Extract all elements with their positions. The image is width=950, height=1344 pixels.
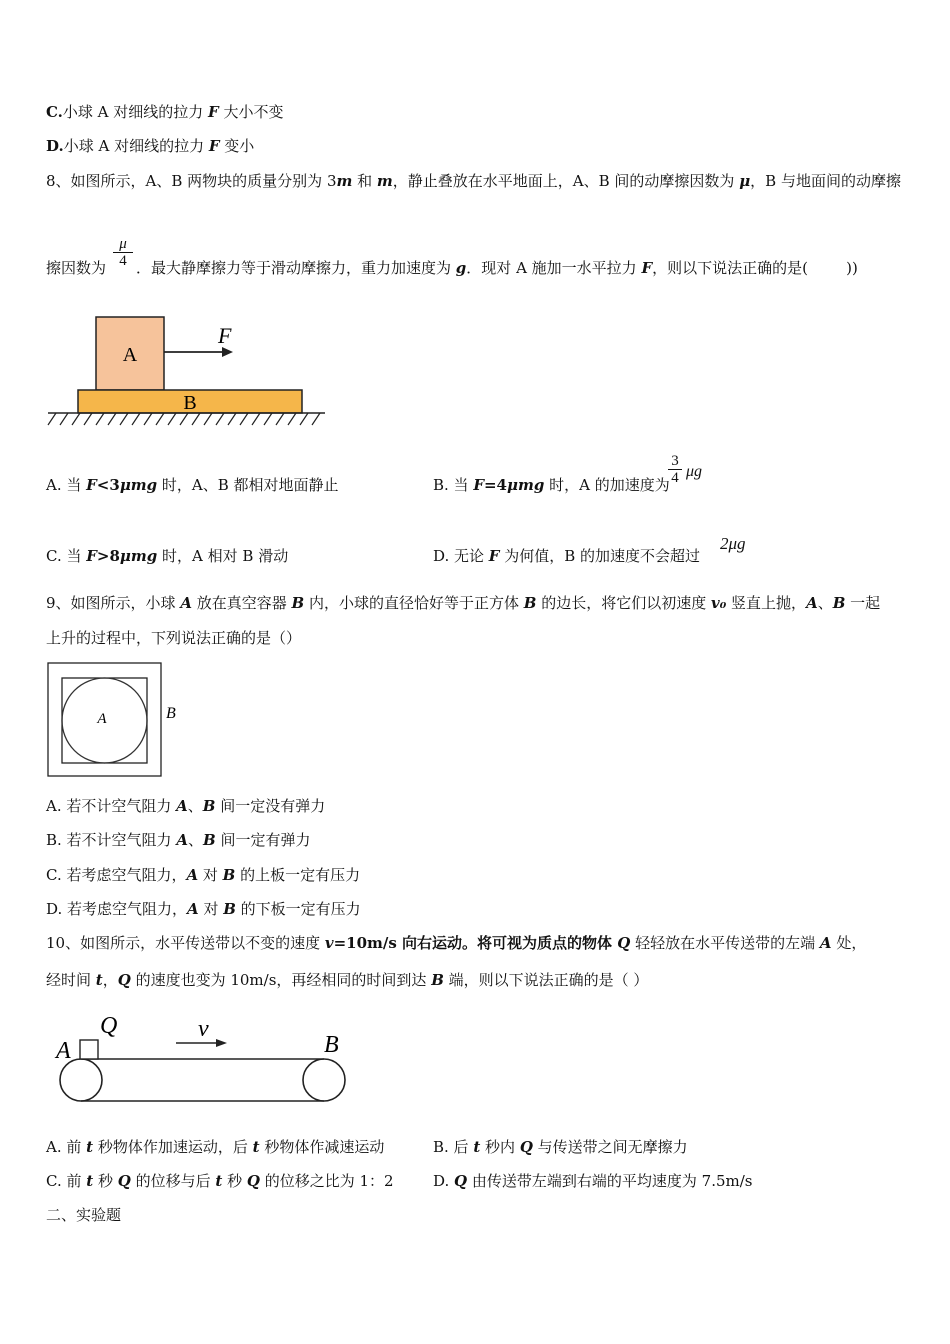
block-b-label: B — [183, 392, 197, 414]
q7-option-c: C.小球 A 对细线的拉力 F 大小不变 — [46, 103, 284, 121]
force-label: F — [218, 323, 232, 348]
q10-option-b: B. 后 t 秒内 Q 与传送带之间无摩擦力 — [433, 1138, 688, 1156]
q8-stem-line1: 8、如图所示，A、B 两物块的质量分别为 3m 和 m，静止叠放在水平地面上，A、B 间的动摩擦因数为 μ，B 与地面间的动摩擦 — [46, 172, 901, 190]
force-arrow-head — [222, 347, 233, 357]
q9-option-c: C. 若考虑空气阻力，A 对 B 的上板一定有压力 — [46, 866, 361, 884]
velocity-arrow-head — [216, 1039, 227, 1047]
q10-option-c: C. 前 t 秒 Q 的位移与后 t 秒 Q 的位移之比为 1：2 — [46, 1172, 394, 1190]
q8-option-a: A. 当 F<3μmg 时，A、B 都相对地面静止 — [46, 476, 339, 494]
q8-fraction-mu-over-4: μ 4 — [113, 236, 133, 269]
q10-option-a: A. 前 t 秒物体作加速运动，后 t 秒物体作减速运动 — [46, 1138, 385, 1156]
right-roller — [303, 1059, 345, 1101]
q10-option-d: D. Q 由传送带左端到右端的平均速度为 7.5m/s — [433, 1172, 753, 1190]
q8-figure-stacked-blocks — [40, 305, 340, 435]
q8-option-b-fraction: 3 4 — [668, 453, 682, 486]
object-q — [80, 1040, 98, 1059]
q10-stem-line1: 10、如图所示，水平传送带以不变的速度 v=10m/s 向右运动。将可视为质点的物体 Q 轻轻放在水平传送带的左端 A 处， — [46, 934, 867, 952]
q9-option-a: A. 若不计空气阻力 A、B 间一定没有弹力 — [46, 797, 326, 815]
q10-stem-line2: 经时间 t，Q 的速度也变为 10m/s，再经相同的时间到达 B 端，则以下说法正确的是（ ） — [46, 971, 649, 989]
q7-option-d: D.小球 A 对细线的拉力 F 变小 — [46, 137, 255, 155]
q9-stem-line2: 上升的过程中，下列说法正确的是（） — [46, 629, 302, 647]
left-roller — [60, 1059, 102, 1101]
velocity-label: v — [198, 1016, 209, 1042]
q8-option-c: C. 当 F>8μmg 时，A 相对 B 滑动 — [46, 547, 289, 565]
ball-label: A — [97, 711, 107, 727]
q8-option-d-2mug: 2μg — [720, 534, 746, 553]
section-heading: 二、实验题 — [46, 1206, 122, 1224]
q8-option-b: B. 当 F=4μmg 时，A 的加速度为 — [433, 476, 670, 494]
q10-figure-conveyor-belt — [52, 1008, 362, 1108]
ground-hatching — [48, 413, 320, 425]
q9-figure-ball-in-box — [46, 661, 186, 781]
block-a-label: A — [122, 344, 138, 366]
right-end-label: B — [324, 1032, 339, 1058]
object-q-label: Q — [100, 1013, 118, 1039]
q9-option-d: D. 若考虑空气阻力，A 对 B 的下板一定有压力 — [46, 900, 361, 918]
q8-option-d: D. 无论 F 为何值，B 的加速度不会超过 — [433, 547, 701, 565]
box-label: B — [166, 705, 176, 722]
q9-option-b: B. 若不计空气阻力 A、B 间一定有弹力 — [46, 831, 311, 849]
q9-stem-line1: 9、如图所示，小球 A 放在真空容器 B 内，小球的直径恰好等于正方体 B 的边长，将它们以初速度 v₀ 竖直上抛，A、B 一起 — [46, 594, 881, 612]
left-end-label: A — [56, 1038, 71, 1064]
q8-stem-line2: 擦因数为 ．最大静摩擦力等于滑动摩擦力，重力加速度为 g．现对 A 施加一水平拉力 F，则以下说法正确的是( )) — [46, 259, 858, 277]
q8-option-b-mug: μg — [686, 463, 703, 480]
